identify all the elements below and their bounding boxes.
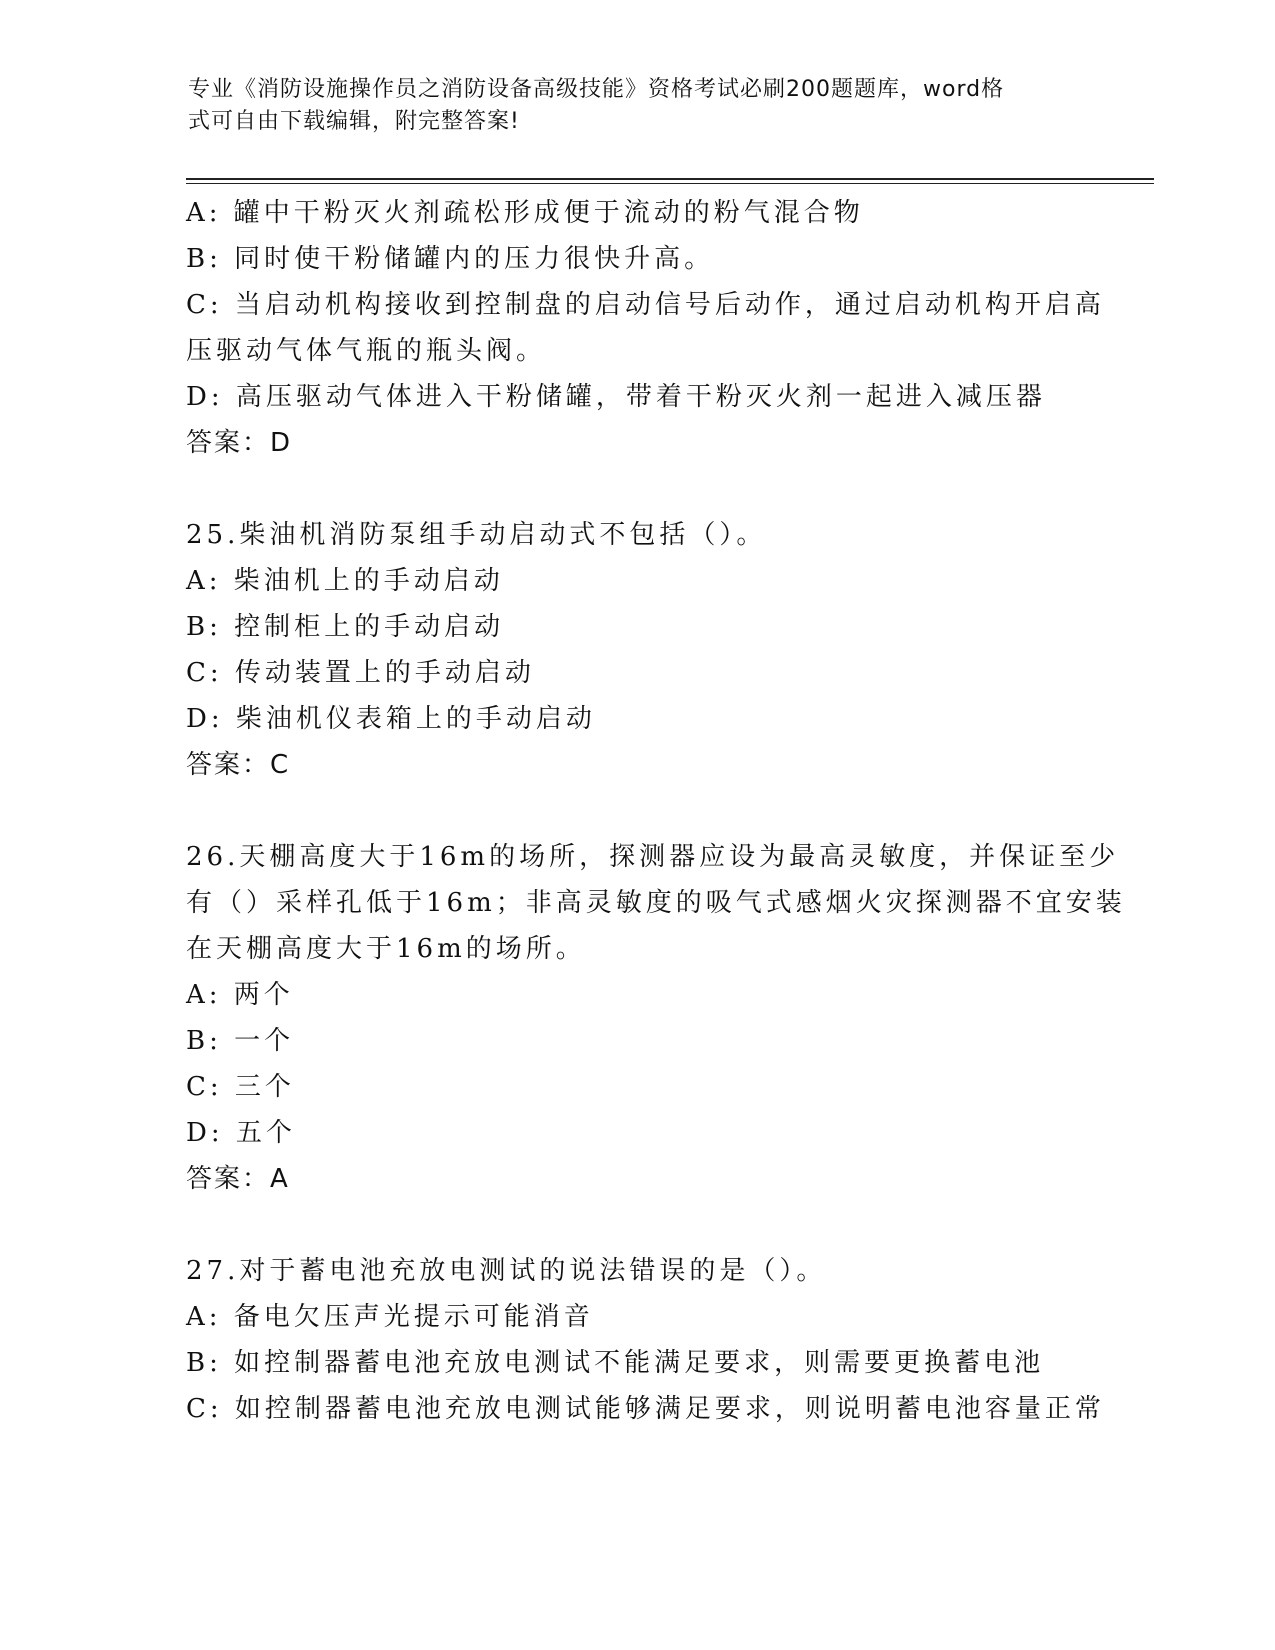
- q24-option-a: A: 罐中干粉灭火剂疏松形成便于流动的粉气混合物: [186, 198, 864, 228]
- q26-option-a: A: 两个: [186, 980, 294, 1010]
- q24-option-c-line2: 压驱动气体气瓶的瓶头阀。: [186, 336, 547, 366]
- q24-option-d: D: 高压驱动气体进入干粉储罐，带着干粉灭火剂一起进入减压器: [186, 382, 1046, 412]
- question-24-block: [186, 190, 1105, 466]
- q26-question-line2: 有（）采样孔低于16m；非高灵敏度的吸气式感烟火灾探测器不宜安装: [186, 888, 1126, 918]
- q25-option-d: D: 柴油机仪表箱上的手动启动: [186, 704, 596, 734]
- q26-option-b: B: 一个: [186, 1026, 295, 1056]
- q25-answer: 答案：C: [186, 750, 291, 780]
- q25-option-c: C: 传动装置上的手动启动: [186, 658, 535, 688]
- header-line-1: 专业《消防设施操作员之消防设备高级技能》资格考试必刷200题题库，word格: [188, 77, 1005, 102]
- document-header: [188, 74, 1068, 138]
- q25-question: 25.柴油机消防泵组手动启动式不包括（）。: [186, 520, 767, 550]
- q26-answer: 答案：A: [186, 1164, 290, 1194]
- question-26-block: [186, 834, 1126, 1202]
- q24-option-b: B: 同时使干粉储罐内的压力很快升高。: [186, 244, 715, 274]
- q26-option-d: D: 五个: [186, 1118, 296, 1148]
- header-line-2: 式可自由下载编辑，附完整答案!: [188, 109, 520, 134]
- q25-option-a: A: 柴油机上的手动启动: [186, 566, 504, 596]
- header-divider: [186, 178, 1154, 184]
- q27-question: 27.对于蓄电池充放电测试的说法错误的是（）。: [186, 1256, 827, 1286]
- q25-option-b: B: 控制柜上的手动启动: [186, 612, 505, 642]
- q24-option-c-line1: C: 当启动机构接收到控制盘的启动信号后动作，通过启动机构开启高: [186, 290, 1105, 320]
- q26-question-line3: 在天棚高度大于16m的场所。: [186, 934, 586, 964]
- q27-option-c: C: 如控制器蓄电池充放电测试能够满足要求，则说明蓄电池容量正常: [186, 1394, 1105, 1424]
- question-27-block: [186, 1248, 1105, 1432]
- q26-option-c: C: 三个: [186, 1072, 295, 1102]
- q26-question-line1: 26.天棚高度大于16m的场所，探测器应设为最高灵敏度，并保证至少: [186, 842, 1120, 872]
- document-body: [186, 190, 1126, 1432]
- q24-answer: 答案：D: [186, 428, 293, 458]
- question-25-block: [186, 512, 1086, 788]
- q27-option-a: A: 备电欠压声光提示可能消音: [186, 1302, 594, 1332]
- q27-option-b: B: 如控制器蓄电池充放电测试不能满足要求，则需要更换蓄电池: [186, 1348, 1045, 1378]
